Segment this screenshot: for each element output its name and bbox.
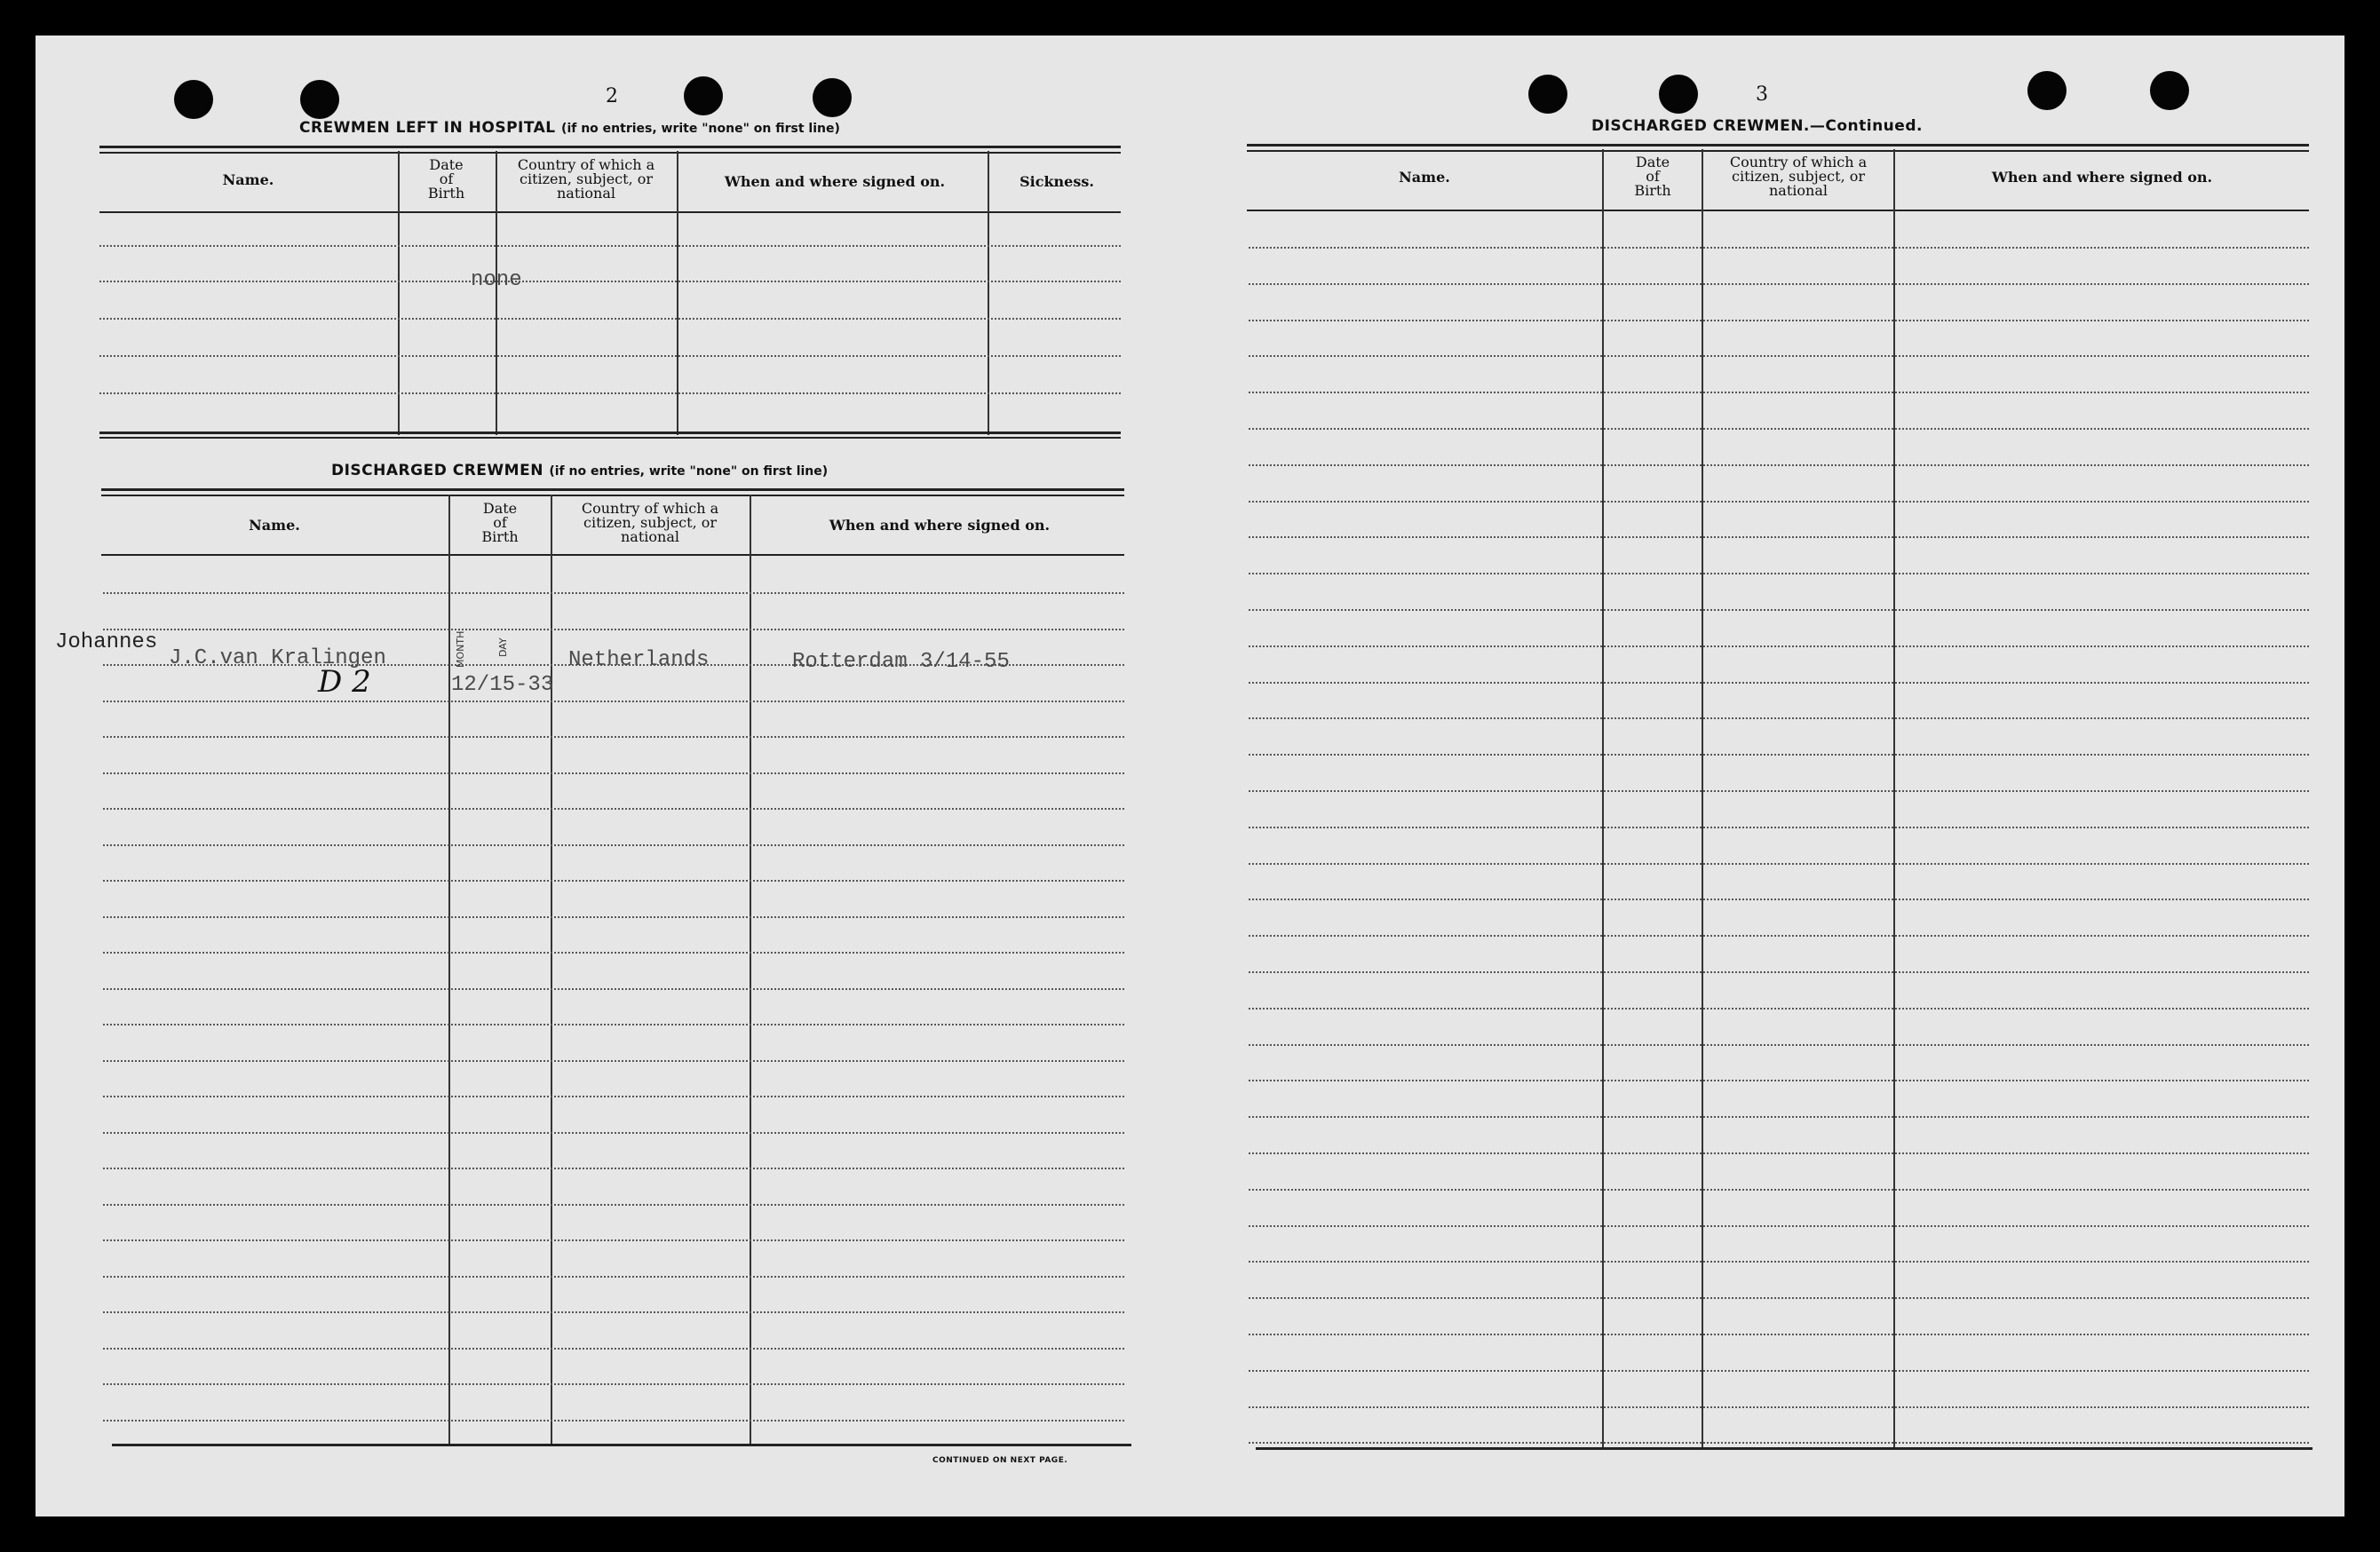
entry-ruling-line (103, 952, 1124, 954)
entry-ruling-line (1249, 283, 2309, 285)
discharged-header-country-line: national (621, 528, 679, 545)
right-header-dob-line: of (1646, 168, 1660, 185)
entry-ruling-line (1249, 1442, 2309, 1444)
entry-ruling-line (103, 772, 1124, 774)
discharged-col-line (551, 495, 552, 1445)
entry-ruling-line (1249, 1297, 2309, 1299)
page-number-left: 2 (606, 85, 618, 107)
right-header-dob (1604, 155, 1702, 198)
right-col-line (1602, 149, 1604, 1448)
discharged-header-country-line: Country of which a (581, 500, 719, 517)
punch-hole (2150, 71, 2189, 110)
entry-ruling-line (1249, 971, 2309, 973)
hospital-section-title (299, 119, 840, 137)
entry-ruling-line (1249, 1008, 2309, 1010)
discharged-entry-signed-on: Rotterdam 3/14-55 (792, 650, 1010, 674)
punch-hole (1528, 75, 1567, 114)
continued-note: CONTINUED ON NEXT PAGE. (932, 1456, 1068, 1465)
hospital-title-main: CREWMEN LEFT IN HOSPITAL (299, 119, 556, 137)
entry-ruling-line (1249, 536, 2309, 538)
discharged-header-dob-line: Date (482, 500, 518, 517)
discharged-header-dob (451, 502, 549, 544)
right-header-rule (1247, 210, 2309, 211)
discharged-title-main: DISCHARGED CREWMEN (331, 462, 543, 479)
discharged-section-title (331, 462, 828, 479)
hospital-header-country-line: citizen, subject, or (519, 170, 654, 187)
hospital-header-dob-line: Date (429, 156, 464, 173)
hospital-title-sub: (if no entries, write "none" on first line) (561, 122, 840, 136)
entry-ruling-line (103, 844, 1124, 846)
hospital-entry-none: none (471, 268, 522, 292)
entry-ruling-line (1249, 827, 2309, 828)
hospital-top-rule-2 (99, 152, 1121, 154)
entry-ruling-line (103, 1276, 1124, 1278)
entry-ruling-line (103, 1060, 1124, 1062)
discharged-header-country (552, 502, 748, 544)
entry-ruling-line (1249, 645, 2309, 647)
entry-ruling-line (1249, 1080, 2309, 1081)
discharged-entry-country: Netherlands (568, 648, 710, 672)
right-page-title: DISCHARGED CREWMEN.—Continued. (1591, 117, 1923, 135)
discharged-col-line (448, 495, 450, 1445)
hospital-header-country-line: Country of which a (517, 156, 655, 173)
entry-ruling-line (1249, 1189, 2309, 1191)
right-header-country-line: Country of which a (1729, 154, 1868, 170)
hospital-entry-line (99, 318, 1121, 320)
discharged-col-line (750, 495, 751, 1445)
hospital-header-rule (99, 211, 1121, 213)
entry-ruling-line (1249, 609, 2309, 611)
entry-ruling-line (1249, 1225, 2309, 1227)
hospital-header-country-line: national (557, 185, 615, 202)
right-top-rule (1247, 144, 2309, 146)
entry-ruling-line (103, 1311, 1124, 1313)
right-col-line (1893, 149, 1895, 1448)
right-header-country-line: national (1769, 182, 1828, 199)
hospital-header-dob-line: of (439, 170, 454, 187)
entry-ruling-line (1249, 392, 2309, 393)
punch-hole (2027, 71, 2067, 110)
hospital-bottom-rule-2 (99, 437, 1121, 439)
entry-ruling-line (103, 1132, 1124, 1134)
entry-ruling-line (1249, 573, 2309, 574)
punch-hole (813, 78, 852, 117)
right-bottom-rule (1256, 1447, 2313, 1450)
right-header-dob-line: Birth (1634, 182, 1671, 199)
entry-ruling-line (1249, 1116, 2309, 1118)
entry-ruling-line (103, 592, 1124, 594)
hospital-header-sickness: Sickness. (1019, 173, 1094, 190)
entry-ruling-line (103, 1096, 1124, 1097)
entry-ruling-line (1249, 863, 2309, 865)
entry-ruling-line (103, 1024, 1124, 1025)
entry-ruling-line (1249, 754, 2309, 756)
entry-ruling-line (103, 1168, 1124, 1169)
discharged-top-rule-2 (101, 495, 1124, 496)
entry-ruling-line (103, 1239, 1124, 1241)
hospital-header-name: Name. (222, 171, 274, 188)
hospital-header-dob (400, 158, 493, 201)
discharged-header-dob-line: Birth (481, 528, 519, 545)
entry-ruling-line (1249, 899, 2309, 900)
hospital-entry-line (99, 392, 1121, 394)
hospital-entry-line (99, 245, 1121, 247)
punch-hole (1659, 75, 1698, 114)
punch-hole (174, 80, 213, 119)
hospital-header-signed-on: When and where signed on. (724, 173, 946, 190)
entry-ruling-line (1249, 1261, 2309, 1263)
entry-ruling-line (103, 808, 1124, 810)
discharged-header-signed-on: When and where signed on. (829, 517, 1051, 534)
entry-ruling-line (103, 880, 1124, 882)
entry-ruling-line (1249, 428, 2309, 430)
entry-ruling-line (103, 988, 1124, 990)
discharged-header-rule (101, 554, 1124, 556)
entry-ruling-line (1249, 790, 2309, 792)
entry-ruling-line (1249, 1152, 2309, 1154)
discharged-bottom-rule (112, 1444, 1131, 1446)
discharged-dob-label-month: MONTH (455, 630, 466, 668)
hospital-bottom-rule (99, 432, 1121, 434)
discharged-header-name: Name. (249, 517, 300, 534)
entry-ruling-line (1249, 1044, 2309, 1046)
entry-ruling-line (103, 1383, 1124, 1385)
right-header-signed-on: When and where signed on. (1991, 169, 2213, 186)
hospital-top-rule (99, 146, 1121, 148)
discharged-dob-label-day: DAY (497, 637, 509, 657)
entry-ruling-line (1249, 320, 2309, 321)
discharged-entry-given-name: Johannes (55, 630, 158, 654)
entry-ruling-line (1249, 355, 2309, 357)
discharged-header-dob-line: of (493, 514, 507, 531)
page-number-right: 3 (1756, 83, 1768, 106)
hospital-header-dob-line: Birth (427, 185, 465, 202)
entry-ruling-line (103, 1204, 1124, 1206)
right-top-rule-2 (1247, 150, 2309, 152)
right-header-name: Name. (1399, 169, 1450, 186)
punch-hole (300, 80, 339, 119)
hospital-entry-line (99, 281, 1121, 282)
discharged-entry-name: J.C.van Kralingen (169, 646, 386, 670)
document-sheet (36, 36, 2344, 1516)
entry-ruling-line (103, 736, 1124, 738)
entry-ruling-line (103, 629, 1124, 630)
punch-hole (684, 76, 723, 115)
right-header-country (1703, 155, 1893, 198)
entry-ruling-line (1249, 717, 2309, 719)
right-header-country-line: citizen, subject, or (1731, 168, 1866, 185)
right-header-dob-line: Date (1635, 154, 1670, 170)
discharged-title-sub: (if no entries, write "none" on first line) (549, 464, 829, 479)
entry-ruling-line (103, 1420, 1124, 1421)
hospital-entry-line (99, 355, 1121, 357)
hospital-header-country (497, 158, 675, 201)
entry-ruling-line (1249, 1406, 2309, 1408)
entry-ruling-line (1249, 935, 2309, 937)
discharged-header-country-line: citizen, subject, or (583, 514, 718, 531)
entry-ruling-line (1249, 682, 2309, 684)
entry-ruling-line (103, 916, 1124, 918)
entry-ruling-line (1249, 1334, 2309, 1335)
discharged-entry-dob: 12/15-33 (451, 673, 554, 697)
entry-ruling-line (1249, 247, 2309, 249)
entry-ruling-line (1249, 1370, 2309, 1372)
right-col-line (1702, 149, 1703, 1448)
entry-ruling-line (103, 1348, 1124, 1350)
discharged-entry-annotation: D 2 (318, 664, 371, 700)
entry-ruling-line (1249, 501, 2309, 503)
entry-ruling-line (1249, 464, 2309, 466)
entry-ruling-line (103, 701, 1124, 702)
discharged-top-rule (101, 488, 1124, 491)
